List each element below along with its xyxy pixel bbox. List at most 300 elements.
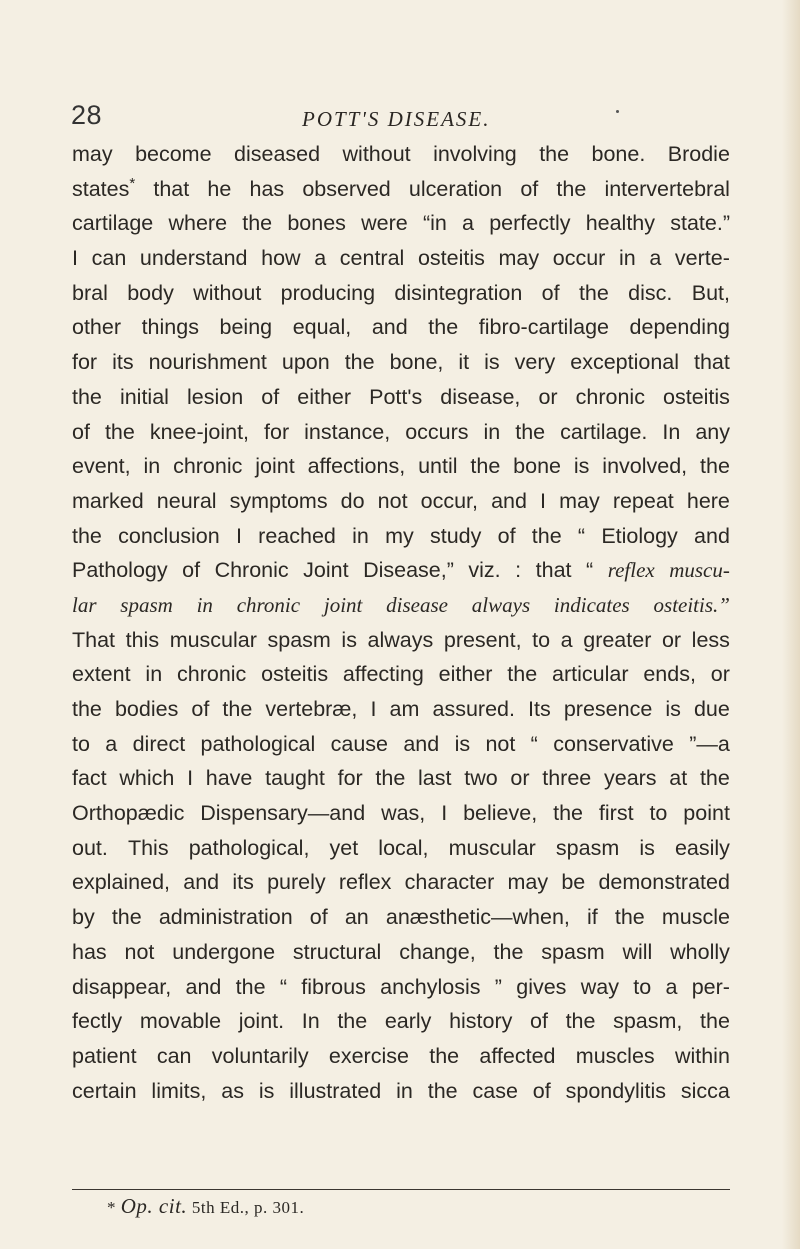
text-word: may	[72, 142, 113, 166]
text-word: ”	[494, 974, 502, 999]
text-word: equal,	[292, 315, 352, 340]
text-word: reflex	[338, 870, 392, 895]
text-word: is	[665, 697, 681, 721]
text-word: its	[232, 870, 254, 895]
text-word: and	[185, 974, 222, 999]
text-word: this	[125, 627, 160, 652]
text-word: This	[127, 835, 169, 860]
text-word: he	[207, 176, 232, 201]
footnote-citation: 5th Ed., p. 301.	[191, 1198, 305, 1217]
text-word: viz.	[468, 558, 501, 583]
text-word: osteitis	[663, 384, 730, 409]
text-word: for	[72, 350, 98, 375]
text-word: That	[72, 627, 116, 652]
text-word: of	[191, 697, 210, 721]
text-line	[72, 657, 730, 692]
text-word: not	[485, 731, 516, 756]
text-word: initial	[119, 384, 169, 409]
text-word: conservative	[553, 731, 674, 756]
text-word: Orthopædic	[72, 801, 185, 826]
text-word: diseased	[234, 142, 321, 166]
text-word: or	[710, 662, 730, 687]
text-word: less	[691, 627, 730, 652]
text-word: greater	[583, 627, 652, 652]
text-word: within	[674, 1043, 730, 1068]
text-line	[72, 865, 730, 900]
text-word: a	[560, 627, 573, 652]
text-word: the	[614, 905, 645, 930]
text-word: will	[622, 939, 653, 964]
text-line	[72, 727, 730, 762]
text-word: osteitis.”	[653, 592, 730, 617]
text-word: central	[339, 246, 405, 271]
text-word: history	[449, 1009, 513, 1034]
text-word: “in	[422, 211, 447, 236]
text-word: nourishment	[148, 350, 267, 375]
text-word: state.”	[670, 211, 730, 236]
text-word: muscular	[169, 627, 257, 652]
text-word: spasm,	[613, 1009, 683, 1034]
text-word: repeat	[612, 488, 674, 513]
text-line	[72, 1004, 730, 1039]
text-word: vertebræ,	[265, 697, 358, 721]
text-word: always	[471, 592, 531, 617]
text-word: were	[361, 211, 408, 236]
text-word: of	[520, 176, 539, 201]
text-word: But,	[691, 280, 730, 305]
text-word: joint.	[238, 1009, 285, 1034]
text-word: the	[72, 697, 102, 721]
footnote-marker: *	[107, 1198, 116, 1217]
text-word: which	[119, 766, 175, 791]
text-word: how	[261, 246, 301, 271]
text-word: is	[573, 454, 590, 479]
text-word: cartilage.	[560, 419, 648, 444]
text-word: to	[532, 627, 551, 652]
text-word: conclusion	[118, 523, 220, 548]
text-word: and	[371, 315, 408, 340]
text-word: I	[370, 697, 377, 721]
text-word: is	[258, 1078, 275, 1103]
text-word: the	[427, 1078, 458, 1103]
text-word: chronic	[575, 384, 645, 409]
text-word: character	[404, 870, 495, 895]
text-word: the	[375, 766, 406, 791]
text-word: and	[491, 488, 527, 513]
text-word: by	[72, 905, 95, 930]
text-word: its	[112, 350, 134, 375]
text-word: of	[261, 384, 280, 409]
text-word: three	[542, 766, 592, 791]
text-word: not	[124, 939, 155, 964]
text-word: certain	[72, 1078, 137, 1103]
text-word: or	[661, 627, 682, 652]
text-word: an	[344, 905, 369, 930]
text-word: be	[561, 870, 586, 895]
text-word: the	[515, 419, 546, 444]
text-word: of	[309, 905, 328, 930]
text-word: osteitis	[261, 662, 329, 687]
text-word: for	[264, 419, 290, 444]
text-word: can	[91, 246, 127, 271]
text-word: illustrated	[289, 1078, 382, 1103]
text-word: Joint	[303, 558, 349, 583]
text-word: either	[297, 384, 352, 409]
text-word: involved,	[602, 454, 688, 479]
text-line	[72, 935, 730, 970]
text-word: bodies	[114, 697, 179, 721]
text-word: is	[341, 627, 357, 652]
text-word: bone,	[389, 350, 444, 375]
text-line	[72, 692, 730, 727]
text-word: may	[559, 488, 600, 513]
text-word: without	[342, 142, 411, 166]
text-word: have	[205, 766, 253, 791]
text-word: the	[507, 662, 538, 687]
text-word: extent	[72, 662, 131, 687]
text-word: I	[187, 766, 194, 791]
text-word: disintegration	[394, 280, 523, 305]
text-word: “	[586, 558, 594, 583]
text-word: knee-joint,	[149, 419, 250, 444]
text-word: spasm	[555, 835, 620, 860]
text-line	[72, 588, 730, 623]
text-line	[72, 345, 730, 380]
text-word: Pathology	[72, 558, 168, 583]
text-word: can	[156, 1043, 192, 1068]
text-word: was,	[381, 801, 426, 826]
text-word: I	[72, 246, 78, 271]
text-line	[72, 796, 730, 831]
text-word: the	[700, 454, 730, 479]
text-word: of	[532, 1078, 551, 1103]
text-word: as	[221, 1078, 244, 1103]
text-word: intervertebral	[604, 176, 730, 201]
text-word: I	[441, 801, 448, 826]
text-word: being	[219, 315, 273, 340]
page-number: 28	[71, 100, 103, 130]
text-word: the	[72, 523, 102, 548]
text-word: instance,	[304, 419, 391, 444]
text-word: the	[344, 350, 375, 375]
text-word: always	[367, 627, 434, 652]
text-word: bones	[287, 211, 346, 236]
text-word: is	[639, 835, 655, 860]
text-word: fact	[72, 766, 107, 791]
text-word: muscular	[448, 835, 536, 860]
text-word: occurs	[405, 419, 469, 444]
text-word: the	[700, 1009, 730, 1034]
text-word: a	[665, 974, 678, 999]
text-word: the	[111, 905, 142, 930]
text-word: in	[352, 523, 369, 548]
footnote-citation-italic: Op. cit.	[120, 1194, 188, 1218]
text-word: is	[484, 350, 500, 375]
text-word: if	[587, 905, 598, 930]
text-word: administration	[158, 905, 293, 930]
body-paragraph	[72, 137, 730, 1108]
text-word: years	[603, 766, 657, 791]
text-word: last	[418, 766, 452, 791]
text-word: symptoms	[229, 488, 328, 513]
text-word: depending	[629, 315, 730, 340]
text-word: the	[104, 419, 135, 444]
text-word: a	[105, 731, 118, 756]
text-word: reflex	[607, 558, 655, 583]
text-word: either	[438, 662, 493, 687]
text-line	[72, 1039, 730, 1074]
text-word: reached	[258, 523, 336, 548]
text-word: my	[385, 523, 414, 548]
text-word: occur	[552, 246, 606, 271]
text-word: chronic	[236, 592, 301, 617]
text-line	[72, 449, 730, 484]
text-line	[72, 623, 730, 658]
text-word: assured.	[432, 697, 515, 721]
text-word: In	[662, 419, 681, 444]
text-word: case	[472, 1078, 518, 1103]
text-word: is	[454, 731, 471, 756]
text-word: until	[418, 454, 458, 479]
text-word: and	[694, 523, 730, 548]
text-word: or	[538, 384, 558, 409]
text-word: disease	[386, 592, 448, 617]
text-word: indicates	[553, 592, 630, 617]
text-word: movable	[139, 1009, 222, 1034]
text-word: study	[429, 523, 482, 548]
text-word: in	[483, 419, 501, 444]
text-word: easily	[674, 835, 730, 860]
text-word: things	[141, 315, 199, 340]
text-word: the	[578, 280, 609, 305]
text-word: the	[553, 801, 583, 826]
text-word: due	[693, 697, 730, 721]
text-word: in	[145, 662, 163, 687]
text-word: limits,	[151, 1078, 207, 1103]
text-word: Chronic	[214, 558, 289, 583]
text-line	[72, 172, 730, 207]
text-word: per-	[691, 974, 730, 999]
text-word: spondylitis	[565, 1078, 666, 1103]
text-word: Disease,”	[363, 558, 454, 583]
text-word: it	[458, 350, 470, 375]
text-word: the	[337, 1009, 368, 1034]
text-line	[72, 900, 730, 935]
text-word: for	[337, 766, 363, 791]
text-word: presence	[563, 697, 653, 721]
text-word: local,	[378, 835, 429, 860]
text-word: in	[618, 246, 636, 271]
text-word: patient	[72, 1043, 137, 1068]
text-word: states*	[72, 174, 136, 201]
text-line	[72, 1074, 730, 1109]
text-word: disease,	[440, 384, 521, 409]
text-word: voluntarily	[211, 1043, 309, 1068]
text-word: taught	[265, 766, 325, 791]
text-word: articular	[552, 662, 629, 687]
text-word: muscles	[575, 1043, 655, 1068]
text-line	[72, 761, 730, 796]
text-word: direct	[132, 731, 186, 756]
text-word: the	[242, 211, 273, 236]
text-word: the	[429, 1043, 460, 1068]
text-word: very	[514, 350, 556, 375]
text-word: anchylosis	[380, 974, 481, 999]
text-line	[72, 241, 730, 276]
text-line	[72, 206, 730, 241]
text-line	[72, 276, 730, 311]
text-word: neural	[156, 488, 217, 513]
text-word: affecting	[342, 662, 424, 687]
text-word: lesion	[187, 384, 244, 409]
text-word: bone.	[591, 142, 646, 166]
text-word: the	[470, 454, 501, 479]
text-word: the	[539, 142, 570, 166]
text-line	[72, 484, 730, 519]
text-word: that	[535, 558, 572, 583]
text-word: fibro-cartilage	[478, 315, 609, 340]
text-word: or	[510, 766, 530, 791]
text-word: spasm	[267, 627, 331, 652]
footnote	[107, 1194, 304, 1219]
text-word: cartilage	[72, 211, 154, 236]
text-word: Dispensary—and	[200, 801, 366, 826]
text-word: cause	[330, 731, 388, 756]
text-word: without	[193, 280, 262, 305]
text-word: occur,	[420, 488, 479, 513]
text-word: that	[694, 350, 730, 375]
text-word: spasm	[120, 592, 173, 617]
text-word: the	[699, 766, 730, 791]
text-word: where	[168, 211, 228, 236]
text-line	[72, 137, 730, 172]
text-word: Etiology	[601, 523, 678, 548]
text-word: osteitis	[417, 246, 485, 271]
text-word: chronic	[177, 662, 247, 687]
text-word: has	[72, 939, 107, 964]
text-word: Pott's	[369, 384, 423, 409]
text-word: chronic	[173, 454, 243, 479]
text-word: at	[669, 766, 688, 791]
text-word: and	[403, 731, 440, 756]
text-word: marked	[72, 488, 144, 513]
text-line	[72, 519, 730, 554]
text-word: to	[633, 974, 652, 999]
text-word: joint	[323, 592, 363, 617]
text-word: “	[530, 731, 538, 756]
text-word: of	[182, 558, 201, 583]
text-word: first	[598, 801, 634, 826]
text-word: ulceration	[408, 176, 503, 201]
text-word: of	[497, 523, 516, 548]
page-edge-shadow	[782, 0, 800, 1249]
text-word: the	[531, 523, 562, 548]
text-word: Brodie	[667, 142, 730, 166]
text-word: involving	[433, 142, 517, 166]
text-word: producing	[280, 280, 376, 305]
text-word: become	[135, 142, 212, 166]
text-word: of	[530, 1009, 548, 1034]
text-line	[72, 415, 730, 450]
text-word: body	[127, 280, 174, 305]
footnote-rule	[72, 1189, 730, 1190]
text-word: bral	[72, 280, 108, 305]
text-word: of	[72, 419, 90, 444]
text-word: purely	[267, 870, 326, 895]
text-word: in	[196, 592, 213, 617]
text-word: affected	[479, 1043, 556, 1068]
text-line	[72, 553, 730, 588]
text-word: lar	[72, 592, 97, 617]
text-word: muscle	[661, 905, 730, 930]
text-word: In	[301, 1009, 320, 1034]
text-word: believe,	[463, 801, 538, 826]
text-word: and	[183, 870, 220, 895]
text-word: has	[249, 176, 285, 201]
text-word: wholly	[670, 939, 730, 964]
text-word: structural	[292, 939, 382, 964]
text-word: in	[143, 454, 161, 479]
text-word: anæsthetic—when,	[385, 905, 570, 930]
text-word: to	[72, 731, 90, 756]
text-word: other	[72, 315, 122, 340]
text-word: that	[153, 176, 190, 201]
text-word: demonstrated	[598, 870, 730, 895]
footnote-marker: *	[129, 174, 136, 192]
text-word: the	[565, 1009, 596, 1034]
text-word: do	[340, 488, 365, 513]
text-word: the	[72, 384, 102, 409]
text-word: upon	[281, 350, 330, 375]
text-word: a	[314, 246, 327, 271]
text-word: point	[683, 801, 730, 826]
text-word: ”—a	[689, 731, 730, 756]
text-word: present,	[443, 627, 522, 652]
text-word: may	[498, 246, 540, 271]
text-word: sicca	[680, 1078, 730, 1103]
text-word: yet	[329, 835, 359, 860]
text-word: the	[493, 939, 524, 964]
text-word: a	[649, 246, 662, 271]
text-word: not	[377, 488, 408, 513]
text-word: ends,	[643, 662, 696, 687]
text-word: the	[222, 697, 253, 721]
text-word: joint	[255, 454, 295, 479]
text-word: observed	[302, 176, 391, 201]
text-word: disappear,	[72, 974, 172, 999]
text-word: two	[464, 766, 498, 791]
text-word: verte-	[674, 246, 730, 271]
text-word: “	[577, 523, 586, 548]
text-word: healthy	[585, 211, 656, 236]
text-word: I	[540, 488, 547, 513]
text-line	[72, 831, 730, 866]
text-word: fibrous	[301, 974, 366, 999]
text-word: “	[279, 974, 287, 999]
text-word: exercise	[328, 1043, 409, 1068]
text-word: am	[389, 697, 420, 721]
text-word: affections,	[307, 454, 406, 479]
text-word: fectly	[72, 1009, 123, 1034]
text-word: pathological	[200, 731, 316, 756]
text-word: in	[396, 1078, 413, 1103]
text-word: the	[556, 176, 587, 201]
text-word: disc.	[628, 280, 673, 305]
text-word: explained,	[72, 870, 171, 895]
text-word: any	[695, 419, 730, 444]
text-line	[72, 380, 730, 415]
text-word: out.	[72, 835, 108, 860]
